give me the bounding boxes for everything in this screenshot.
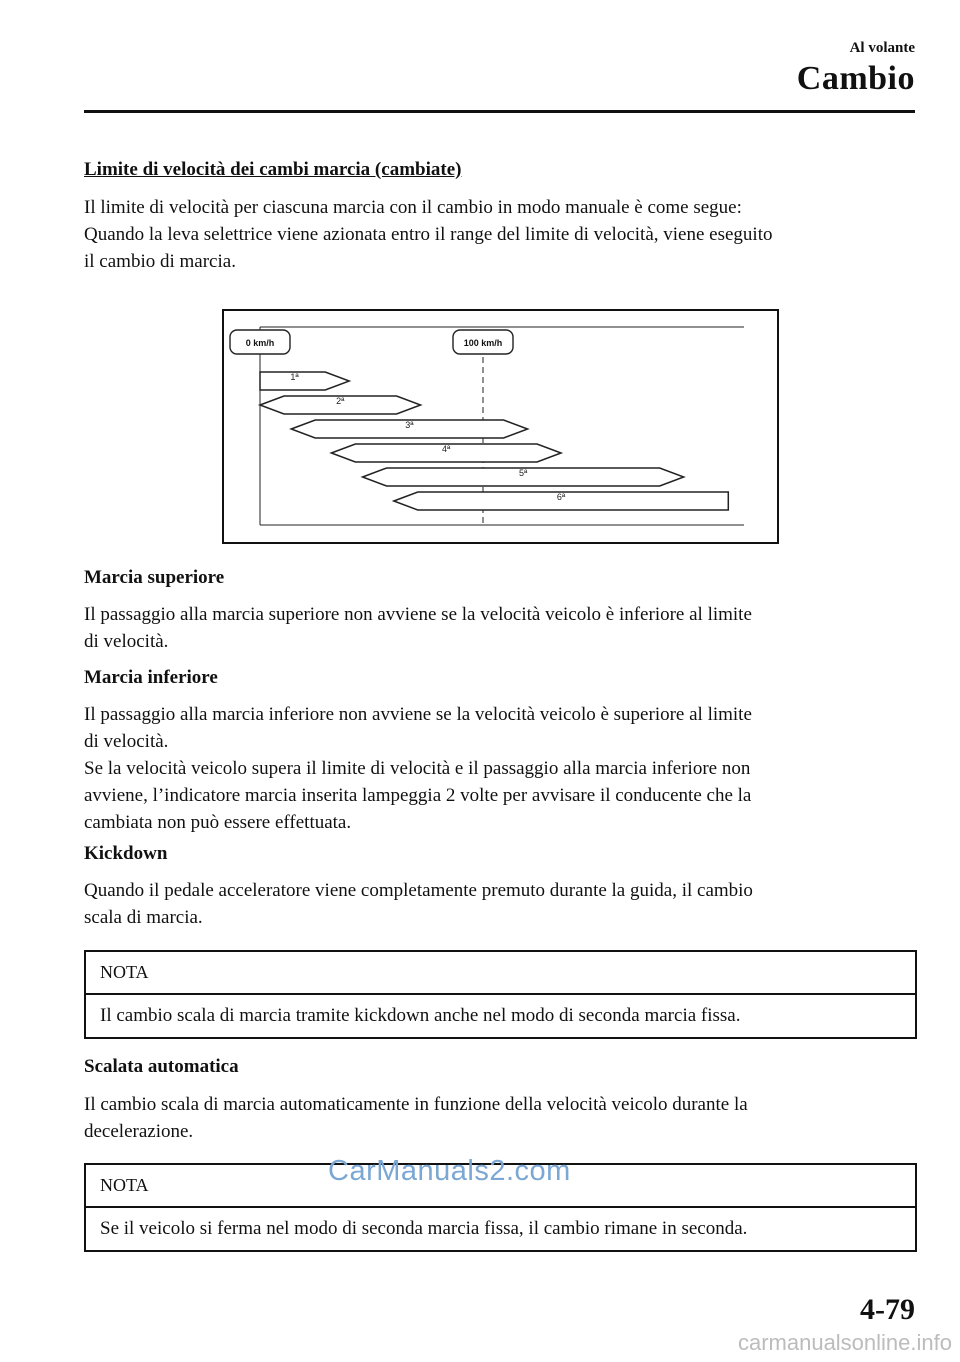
upshift-heading: Marcia superiore — [84, 567, 225, 588]
intro-paragraph — [84, 194, 884, 275]
section-label: Al volante — [849, 40, 915, 56]
speed-marker-label: 0 km/h — [245, 338, 275, 348]
kickdown-heading: Kickdown — [84, 843, 168, 864]
gear-label: 3ª — [405, 420, 414, 430]
gear-label: 1ª — [290, 372, 299, 382]
gear-label: 4ª — [442, 444, 451, 454]
page-number: 4-79 — [860, 1293, 915, 1326]
speed-marker-label: 100 km/h — [463, 338, 503, 348]
downshift-line: Se la velocità veicolo supera il limite di velocità e il passaggio alla marcia inferiore non — [84, 758, 751, 779]
intro-line: Quando la leva selettrice viene azionata entro il range del limite di velocità, viene eseguito — [84, 224, 773, 245]
auto-downshift-line: decelerazione. — [84, 1121, 194, 1142]
kickdown-line: scala di marcia. — [84, 907, 203, 928]
auto-downshift-line: Il cambio scala di marcia automaticamente in funzione della velocità veicolo durante la — [84, 1094, 748, 1115]
site-watermark: carmanualsonline.info — [737, 1330, 952, 1355]
intro-line: Il limite di velocità per ciascuna marcia con il cambio in modo manuale è come segue: — [84, 197, 742, 218]
watermark: CarManuals2.com — [328, 1155, 571, 1187]
intro-line: il cambio di marcia. — [84, 251, 236, 272]
downshift-line: avviene, l’indicatore marcia inserita lampeggia 2 volte per avvisare il conducente che la — [84, 785, 752, 806]
gear-range-shape — [260, 372, 349, 390]
upshift-line: Il passaggio alla marcia superiore non avviene se la velocità veicolo è inferiore al limite — [84, 604, 752, 625]
note-text: Il cambio scala di marcia tramite kickdown anche nel modo di seconda marcia fissa. — [100, 1005, 741, 1026]
section-heading: Limite di velocità dei cambi marcia (cambiate) — [84, 159, 462, 180]
gear-label: 6ª — [556, 492, 566, 502]
downshift-line: cambiata non può essere effettuata. — [84, 812, 352, 833]
page-title: Cambio — [796, 60, 915, 97]
kickdown-line: Quando il pedale acceleratore viene completamente premuto durante la guida, il cambio — [84, 880, 753, 901]
downshift-heading: Marcia inferiore — [84, 667, 218, 688]
upshift-paragraph — [84, 601, 884, 655]
downshift-line: Il passaggio alla marcia inferiore non avviene se la velocità veicolo è superiore al limite — [84, 704, 752, 725]
kickdown-paragraph — [84, 877, 884, 931]
auto-downshift-heading: Scalata automatica — [84, 1056, 239, 1077]
gear-label: 5ª — [518, 468, 528, 478]
auto-downshift-paragraph — [84, 1091, 884, 1145]
downshift-line: di velocità. — [84, 731, 169, 752]
note-text: Se il veicolo si ferma nel modo di seconda marcia fissa, il cambio rimane in seconda. — [100, 1218, 748, 1239]
gear-speed-figure — [222, 309, 779, 544]
header-divider — [84, 110, 915, 113]
note-label: NOTA — [86, 952, 915, 995]
gear-label: 2ª — [336, 396, 345, 406]
note-box — [84, 950, 917, 1039]
upshift-line: di velocità. — [84, 631, 169, 652]
downshift-paragraph — [84, 701, 884, 836]
note-label: NOTA — [86, 1165, 915, 1208]
gear-speed-chart — [224, 311, 777, 542]
